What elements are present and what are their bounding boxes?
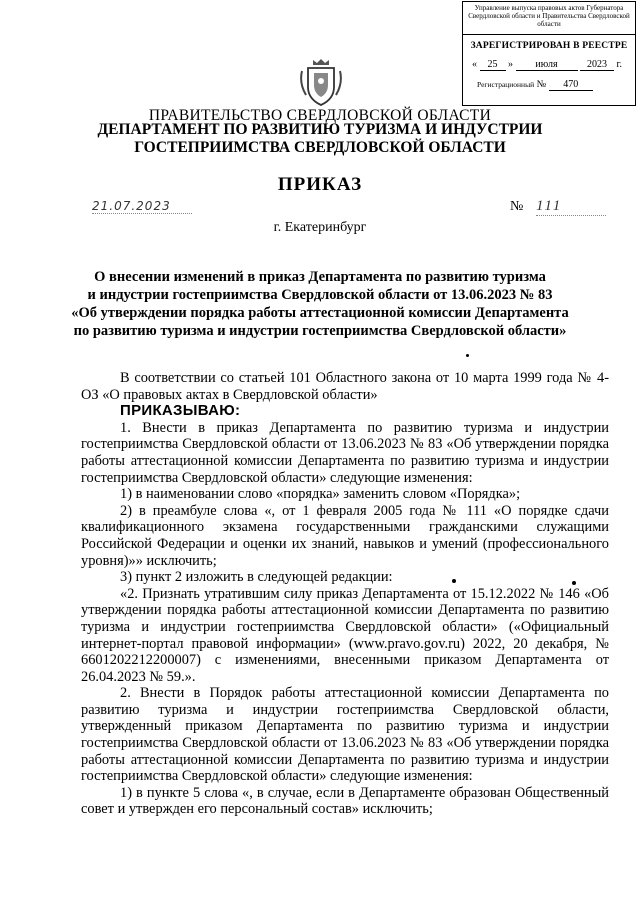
- department-name-line2: ГОСТЕПРИИМСТВА СВЕРДЛОВСКОЙ ОБЛАСТИ: [134, 139, 506, 156]
- registry-stamp: [462, 1, 636, 106]
- scan-speck: [452, 579, 456, 583]
- scan-speck: [466, 354, 469, 357]
- city: г. Екатеринбург: [273, 220, 367, 235]
- stamp-month: июля: [516, 59, 578, 71]
- order-title: [60, 268, 580, 340]
- stamp-reg-label: Регистрационный: [477, 80, 535, 89]
- paragraph-1: 1. Внести в приказ Департамента по развитию туризма и индустрии гостеприимства Свердловской области от 13.06.2023 № 83 «Об утверждении порядка работы аттестационной комиссии Департамента по развитию туризма и индустрии гостеприимства Свердловской области» следующие изменения:: [81, 419, 609, 486]
- order-number-handwritten: 111: [536, 198, 606, 216]
- subparagraph-1-2: 2) в преамбуле слова «, от 1 февраля 2005 года № 111 «О порядке сдачи квалификационного экзамена государственными гражданскими служащими Российской Федерации и оценки их знаний, навыков и умений (профессионального уровня)»» исключить;: [81, 502, 609, 569]
- subparagraph-1-3-text: «2. Признать утратившим силу приказ Департамента от 15.12.2022 № 146 «Об утверждении порядка работы аттестационной комиссии Департамента по развитию туризма и индустрии гостеприимства Свердловской области» («Официальный интернет-портал правовой информации» (www.pravo.gov.ru) 2022, 20 декабря, № 6601202212200007) с изменениями, внесенными приказом Департамента от 26.04.2023 № 59.».: [81, 585, 609, 685]
- stamp-quote-open: «: [472, 59, 477, 70]
- government-name: ПРАВИТЕЛЬСТВО СВЕРДЛОВСКОЙ ОБЛАСТИ: [148, 107, 492, 124]
- stamp-year: 2023: [580, 59, 614, 71]
- document-type: ПРИКАЗ: [277, 174, 363, 195]
- stamp-day: 25: [480, 59, 506, 71]
- department-name-line1: ДЕПАРТАМЕНТ ПО РАЗВИТИЮ ТУРИЗМА И ИНДУСТРИИ: [97, 121, 543, 138]
- preamble: В соответствии со статьей 101 Областного закона от 10 марта 1999 года № 4-ОЗ «О правовых актах в Свердловской области»: [81, 370, 609, 403]
- title-line: О внесении изменений в приказ Департамента по развитию туризма: [94, 269, 546, 285]
- stamp-quote-close: »: [508, 59, 513, 70]
- paragraph-2: 2. Внести в Порядок работы аттестационной комиссии Департамента по развитию туризма и индустрии гостеприимства Свердловской области, утвержденный приказом Департамента по развитию туризма и индустрии гостеприимства Свердловской области от 13.06.2023 № 83 «Об утверждении порядка работы аттестационной комиссии Департамента по развитию туризма и индустрии гостеприимства Свердловской области» следующие изменения:: [81, 685, 609, 785]
- order-word: ПРИКАЗЫВАЮ:: [120, 402, 241, 420]
- title-line: «Об утверждении порядка работы аттестационной комиссии Департамента: [71, 305, 569, 321]
- subparagraph-1-3: 3) пункт 2 изложить в следующей редакции:: [120, 569, 393, 586]
- order-body: [81, 370, 609, 818]
- stamp-year-suffix: г.: [616, 59, 622, 70]
- stamp-no-sign: №: [536, 79, 547, 90]
- stamp-reg-value: 470: [549, 79, 593, 91]
- stamp-header: Управление выпуска правовых актов Губернатора Свердловской области и Правительства Свердловской области: [463, 2, 635, 35]
- subparagraph-2-1: 1) в пункте 5 слова «, в случае, если в Департаменте образован Общественный совет и утвержден его персональный состав» исключить;: [81, 784, 609, 818]
- subparagraph-1-1: 1) в наименовании слово «порядка» заменить словом «Порядка»;: [120, 486, 521, 503]
- order-number-label: №: [510, 199, 524, 214]
- title-line: по развитию туризма и индустрии гостеприимства Свердловской области»: [73, 323, 567, 339]
- stamp-date: [463, 59, 635, 71]
- scan-speck: [572, 581, 576, 585]
- order-date-handwritten: 21.07.2023: [92, 199, 192, 214]
- stamp-reg-number: [463, 79, 635, 91]
- title-line: и индустрии гостеприимства Свердловской области от 13.06.2023 № 83: [87, 287, 553, 303]
- coat-of-arms-icon: [298, 57, 344, 107]
- stamp-registered: ЗАРЕГИСТРИРОВАН В РЕЕСТРЕ: [470, 41, 628, 51]
